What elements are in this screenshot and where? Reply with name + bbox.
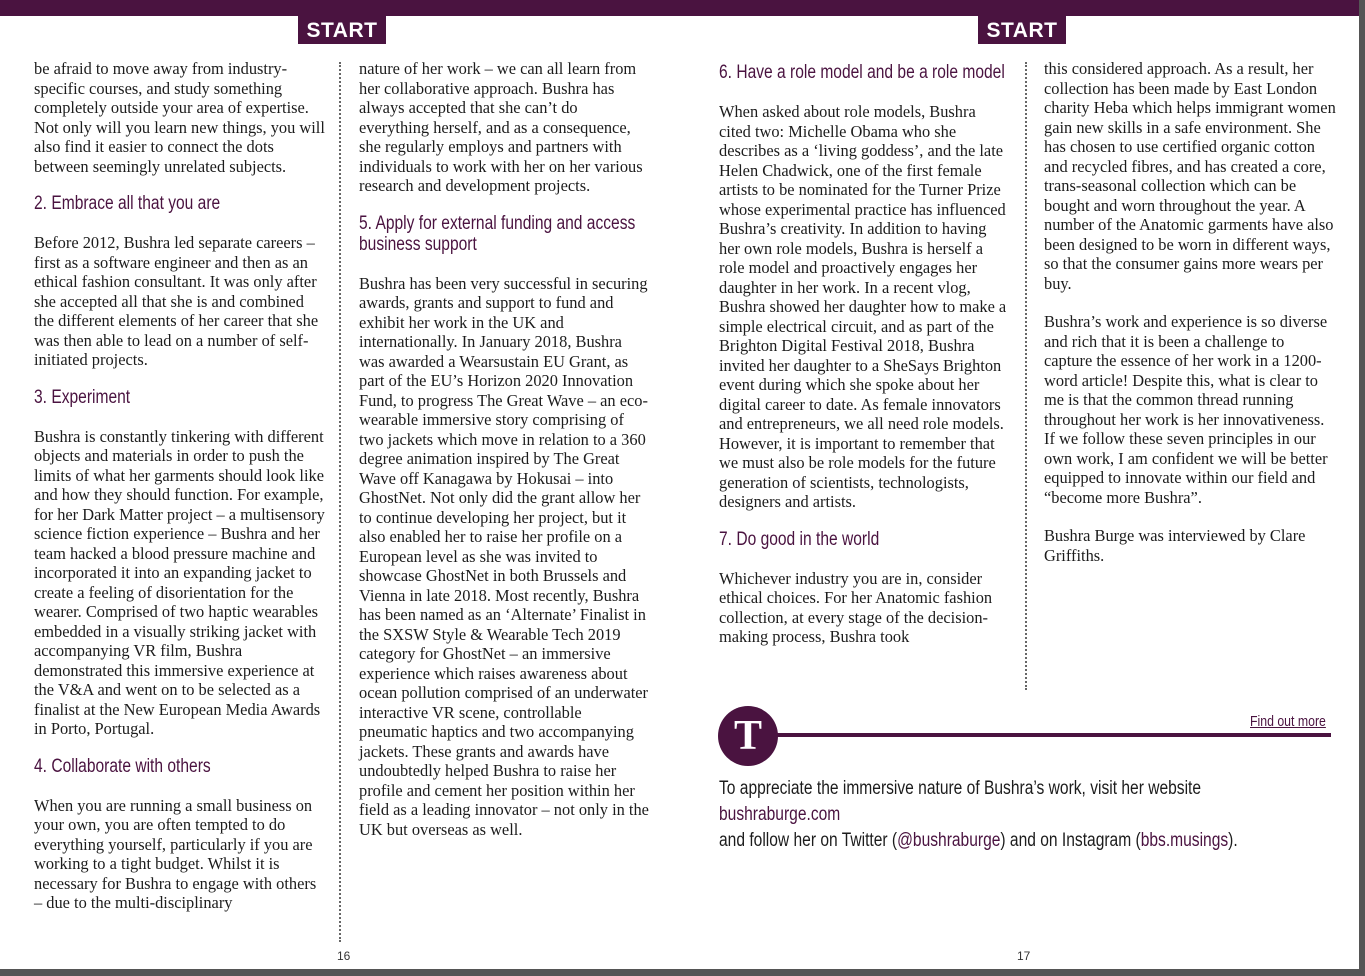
body-paragraph: When you are running a small business on your own, you are often tempted to do everything yourself, particularly if you are working to a tight budget. Whilst it is necessary for Bushra to engage with others – due to the multi-disciplinary: [34, 795, 317, 912]
page-edge: [1359, 0, 1365, 976]
body-paragraph: When asked about role models, Bushra cited two: Michelle Obama who she describes as a ‘living goddess’, and the late Helen Chadwick, one of the first female artists to be nominated for the Turner Prize whose experimental practice has influenced Bushra’s creativity. In addition to having her own role models, Bushra is herself a role model and proactively engages her daughter in her work. In a recent vlog, Bushra showed her daughter how to make a simple electrical circuit, and as part of the Brighton Digital Festival 2018, Bushra invited her daughter to a SheSays Brighton event during which she spoke about her digital career to date. As female innovators and entrepreneurs, we all need role models. However, it is important to remember that we must also be role models for the future generation of scientists, technologists, designers and artists.: [719, 102, 1007, 511]
section-heading: 5. Apply for external funding and access business support: [359, 212, 636, 255]
twitter-link[interactable]: @bushraburge: [897, 830, 1001, 851]
body-paragraph: nature of her work – we can all learn from her collaborative approach. Bushra has always accepted that she can’t do everything herself, and as a consequence, she regularly employs and partners with individuals to work with her on her various research and development projects.: [359, 59, 643, 195]
callout-text-1: To appreciate the immersive nature of Bushra’s work, visit her website: [719, 778, 1202, 799]
column-3: [719, 62, 1011, 647]
website-link[interactable]: bushraburge.com: [719, 804, 841, 825]
column-divider: [1025, 62, 1027, 690]
body-paragraph: this considered approach. As a result, her collection has been made by East London charity Heba which helps immigrant women gain new skills in a safe environment. She has chosen to use certified organic cotton and recycled fibres, and has created a core, trans-seasonal collection which can be bought and worn throughout the year. A number of the Anatomic garments have also been designed to be worn in different ways, so that the consumer gains more wears per buy.: [1044, 59, 1336, 293]
t-badge-icon: T: [718, 706, 778, 766]
body-paragraph: be afraid to move away from industry-specific courses, and study something completely outside your area of expertise. Not only will you learn new things, you will also find it easier to connect the dots between seemingly unrelated subjects.: [34, 59, 325, 176]
callout-text-4: ).: [1228, 830, 1238, 851]
column-2: [359, 59, 651, 839]
callout-text: [719, 776, 1309, 854]
column-1: [34, 59, 326, 913]
instagram-link[interactable]: bbs.musings: [1140, 830, 1229, 851]
start-tab-left[interactable]: START: [298, 16, 386, 44]
body-paragraph: Bushra is constantly tinkering with different objects and materials in order to push the limits of what her garments should look like and how they should function. For example, for her Dark Matter project – a multisensory science fiction experience – Bushra and her team hacked a blood pressure machine and incorporated it into an expanding jacket to create a feeling of disorientation for the wearer. Comprised of two haptic wearables embedded in a visually striking jacket with accompanying VR film, Bushra demonstrated this immersive experience at the V&A and went on to be selected as a finalist at the New European Media Awards in Porto, Portugal.: [34, 426, 325, 738]
body-paragraph: Whichever industry you are in, consider ethical choices. For her Anatomic fashion collection, at every stage of the decision-making process, Bushra took: [719, 568, 993, 646]
body-paragraph: Bushra has been very successful in securing awards, grants and support to fund and exhibit her work in the UK and internationally. In January 2018, Bushra was awarded a Wearsustain EU Grant, as part of the EU’s Horizon 2020 Innovation Fund, to progress The Great Wave – an eco-wearable immersive story comprising of two jackets which move in relation to a 360 degree animation inspired by The Great Wave off Kanagawa by Hokusai – into GhostNet. Not only did the grant allow her to continue developing her project, but it also enabled her to raise her profile on a European level as she was invited to showcase GhostNet in both Brussels and Vienna in late 2018. Most recently, Bushra has been named as an ‘Alternate’ Finalist in the SXSW Style & Wearable Tech 2019 category for GhostNet – an immersive experience which raises awareness about ocean pollution comprised of an underwater interactive VR scene, controllable pneumatic haptics and two accompanying jackets. These grants and awards have undoubtedly helped Bushra to raise her profile and cement her position within her field as a leading innovator – not only in the UK but overseas as well.: [359, 273, 649, 839]
find-out-more-link[interactable]: Find out more: [1250, 713, 1326, 730]
column-divider: [339, 62, 341, 942]
body-paragraph: Bushra Burge was interviewed by Clare Griffiths.: [1044, 526, 1306, 565]
page-number-right: 17: [1017, 949, 1031, 963]
section-heading: 2. Embrace all that you are: [34, 193, 221, 214]
column-4: [1044, 59, 1336, 565]
body-paragraph: Before 2012, Bushra led separate careers – first as a software engineer and then as an ethical fashion consultant. It was only after she accepted all that she is and combined the different elements of her career that she was then able to lead on a number of self-initiated projects.: [34, 233, 319, 369]
callout-text-2: and follow her on Twitter (: [719, 830, 898, 851]
callout-rule: [770, 733, 1331, 737]
section-heading: 4. Collaborate with others: [34, 755, 211, 777]
section-heading: 6. Have a role model and be a role model: [719, 62, 1005, 83]
section-heading: 7. Do good in the world: [719, 528, 880, 550]
bottom-bar: [0, 969, 1365, 976]
body-paragraph: Bushra’s work and experience is so diverse and rich that it is been a challenge to capture the essence of her work in a 1200-word article! Despite this, what is clear to me is that the common thread running throughout her work is her innovativeness. If we follow these seven principles in our own work, I am confident we will be better equipped to innovate within our field and “become more Bushra”.: [1044, 312, 1328, 507]
page-number-left: 16: [337, 949, 351, 963]
start-tab-right[interactable]: START: [978, 16, 1066, 44]
callout-text-3: ) and on Instagram (: [1000, 830, 1141, 851]
top-bar: [0, 0, 1365, 16]
section-heading: 3. Experiment: [34, 386, 131, 408]
